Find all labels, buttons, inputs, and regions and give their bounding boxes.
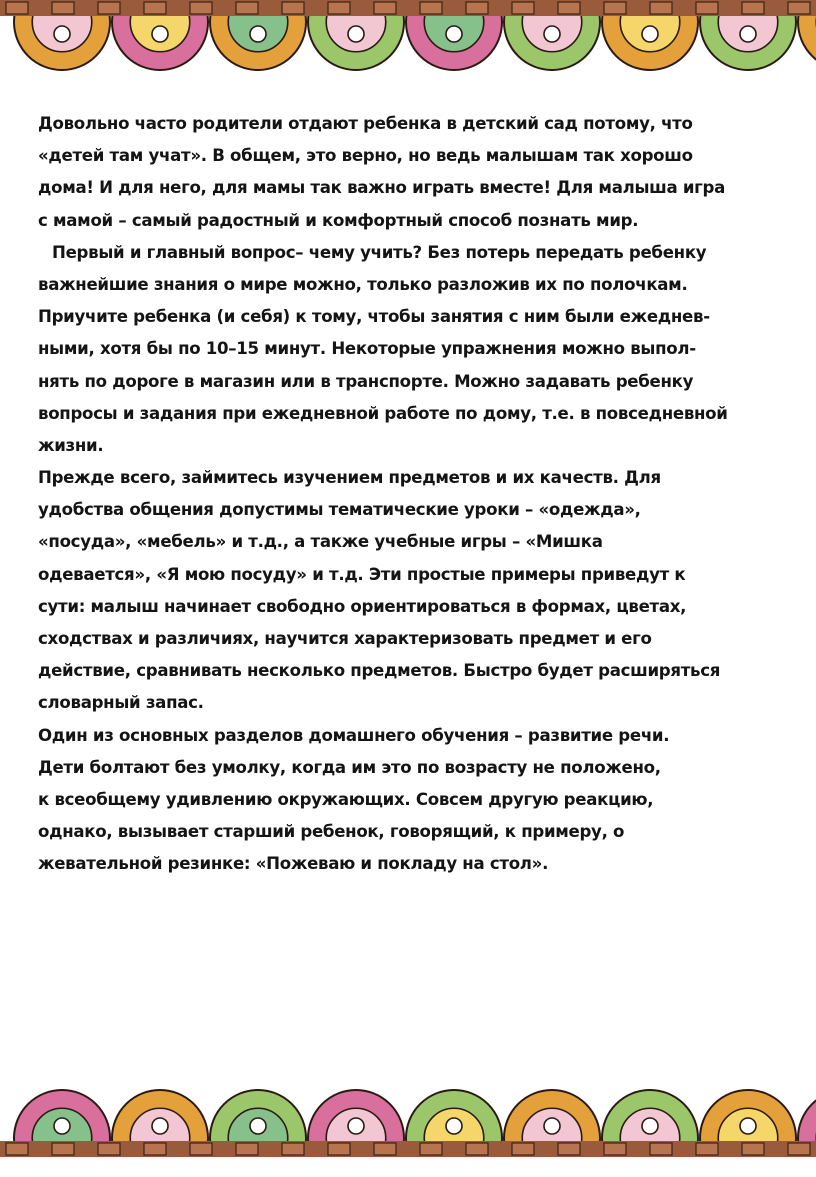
text-line: важнейшие знания о мире можно, только разложив их по полочкам.	[38, 274, 688, 294]
text-line: Довольно часто родители отдают ребенка в детский сад потому, что	[38, 114, 693, 133]
text-line: жизни.	[38, 435, 104, 455]
text-line: Приучите ребенка (и себя) к тому, чтобы занятия с ним были ежеднев-	[38, 307, 710, 327]
text-line: вопросы и задания при ежедневной работе по дому, т.е. в повседневной	[38, 403, 728, 423]
text-line: «посуда», «мебель» и т.д., а также учебные игры – «Мишка	[38, 532, 603, 552]
text-line: с мамой – самый радостный и комфортный способ познать мир.	[38, 210, 639, 230]
text-line: жевательной резинке: «Пожеваю и покладу на стол».	[38, 854, 549, 874]
text-line: «детей там учат». В общем, это верно, но ведь малышам так хорошо	[38, 146, 693, 166]
text-line: Первый и главный вопрос– чему учить? Без потерь передать ребенку	[52, 242, 707, 262]
text-line: однако, вызывает старший ребенок, говорящий, к примеру, о	[38, 822, 625, 842]
article-text	[38, 108, 793, 881]
bottom-decorative-border	[0, 1062, 816, 1157]
text-line: Один из основных разделов домашнего обучения – развитие речи.	[38, 725, 670, 745]
text-line: Дети болтают без умолку, когда им это по возрасту не положено,	[38, 757, 661, 777]
text-line: нять по дороге в магазин или в транспорте. Можно задавать ребенку	[38, 371, 694, 391]
text-line: сути: малыш начинает свободно ориентироваться в формах, цветах,	[38, 596, 687, 616]
text-line: действие, сравнивать несколько предметов. Быстро будет расширяться	[38, 661, 721, 681]
text-line: сходствах и различиях, научится характеризовать предмет и его	[38, 629, 652, 648]
text-line: удобства общения допустимы тематические уроки – «одежда»,	[38, 500, 641, 520]
text-line: дома! И для него, для мамы так важно играть вместе! Для малыша игра	[38, 178, 726, 198]
text-line: к всеобщему удивлению окружающих. Совсем другую реакцию,	[38, 789, 654, 809]
text-line: словарный запас.	[38, 693, 204, 713]
top-decorative-border	[0, 0, 816, 95]
scalloped-circles-border-icon	[0, 0, 816, 95]
scalloped-circles-border-icon	[0, 1062, 816, 1157]
text-line: одевается», «Я мою посуду» и т.д. Эти простые примеры приведут к	[38, 564, 686, 584]
text-line: Прежде всего, займитесь изучением предметов и их качеств. Для	[38, 468, 661, 488]
text-line: ными, хотя бы по 10–15 минут. Некоторые упражнения можно выпол-	[38, 339, 696, 359]
